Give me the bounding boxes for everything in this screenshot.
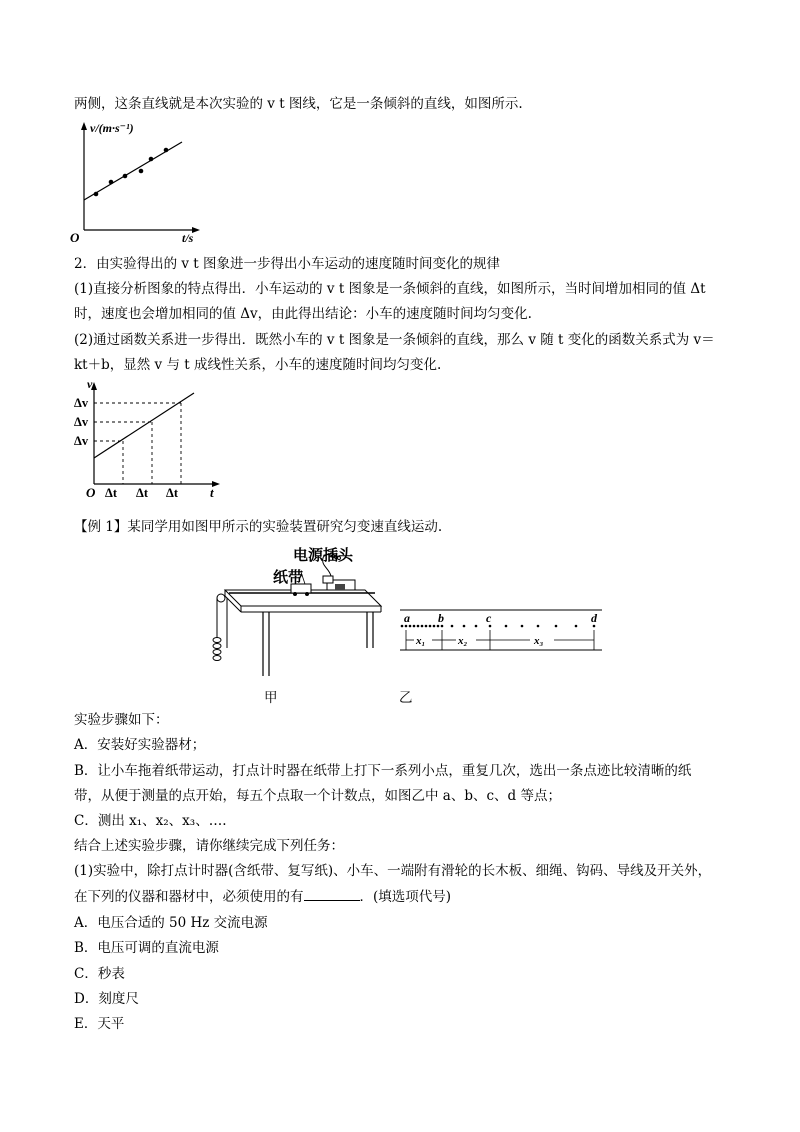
paragraph-2-a: (2)通过函数关系进一步得出．既然小车的 v t 图象是一条倾斜的直线，那么 v 随 t 变化的函数关系式为 v＝ [74,332,715,348]
paragraph-1-a: (1)直接分析图象的特点得出．小车运动的 v t 图象是一条倾斜的直线，如图所示，当时间增加相同的值 Δt [74,281,706,297]
section-2-heading: 2．由实验得出的 v t 图象进一步得出小车运动的速度随时间变化的规律 [74,256,501,272]
graph1-ylabel: v/(m·s⁻¹) [90,121,134,135]
question-1-suffix: ．(填选项代号) [359,889,452,905]
option-c: C．秒表 [74,966,125,982]
question-1-line-2 [74,886,451,907]
step-c: C．测出 x₁、x₂、x₃、…. [74,813,227,829]
tape-label: 纸带 [273,568,304,586]
steps-title: 实验步骤如下： [74,712,169,728]
graph2-dt-label: Δt [136,486,148,500]
option-d: D．刻度尺 [74,991,139,1007]
graph2-dv-label: Δv [74,434,89,448]
tape-point-b: b [438,611,444,625]
figure-yi-caption: 乙 [399,690,413,706]
tape-point-a: a [404,611,410,625]
tape-point-c: c [486,611,492,625]
graph2-xlabel: t [210,485,214,500]
tape-figure [396,604,608,654]
graph2-origin: O [86,485,96,500]
paragraph-2-b: kt＋b，显然 v 与 t 成线性关系，小车的速度随时间均匀变化. [74,357,442,373]
question-1-line-1: (1)实验中，除打点计时器(含纸带、复写纸)、小车、一端附有滑轮的长木板、细绳、钩码、导线及开关外， [74,863,712,879]
graph1-origin: O [70,230,80,245]
question-1-prefix: 在下列的仪器和器材中，必须使用的有 [74,889,304,905]
answer-blank[interactable] [304,886,360,901]
graph2-dv-label: Δv [74,396,89,410]
graph2-dv-label: Δv [74,415,89,429]
step-a: A．安装好实验器材； [74,737,206,753]
figure-jia-caption: 甲 [264,690,278,706]
option-a: A．电压合适的 50 Hz 交流电源 [74,915,268,931]
vt-graph-linear [74,378,234,502]
vt-graph-scatter [70,118,204,245]
option-e: E．天平 [74,1016,125,1032]
tape-segment-x3: x₃ [534,635,544,647]
graph2-ylabel: v [87,377,93,391]
tape-segment-x2: x₂ [458,635,468,647]
text-line-1: 两侧，这条直线就是本次实验的 v t 图线，它是一条倾斜的直线，如图所示. [74,96,523,112]
graph1-xlabel: t/s [182,231,194,245]
plug-label: 电源插头 [293,546,354,564]
tape-point-d: d [591,611,597,625]
example-1-heading: 【例 1】某同学用如图甲所示的实验装置研究匀变速直线运动. [74,519,443,535]
paragraph-1-b: 时，速度也会增加相同的值 Δv，由此得出结论：小车的速度随时间均匀变化. [74,306,532,322]
step-b-line-1: B．让小车拖着纸带运动，打点计时器在纸带上打下一系列小点，重复几次，选出一条点迹比较清晰的纸 [74,763,692,779]
graph2-dt-label: Δt [105,486,117,500]
step-b-line-2: 带，从便于测量的点开始，每五个点取一个计数点，如图乙中 a、b、c、d 等点； [74,788,561,804]
option-b: B．电压可调的直流电源 [74,940,219,956]
task-intro: 结合上述实验步骤，请你继续完成下列任务： [74,838,344,854]
graph2-dt-label: Δt [166,486,178,500]
tape-segment-x1: x₁ [416,635,426,647]
